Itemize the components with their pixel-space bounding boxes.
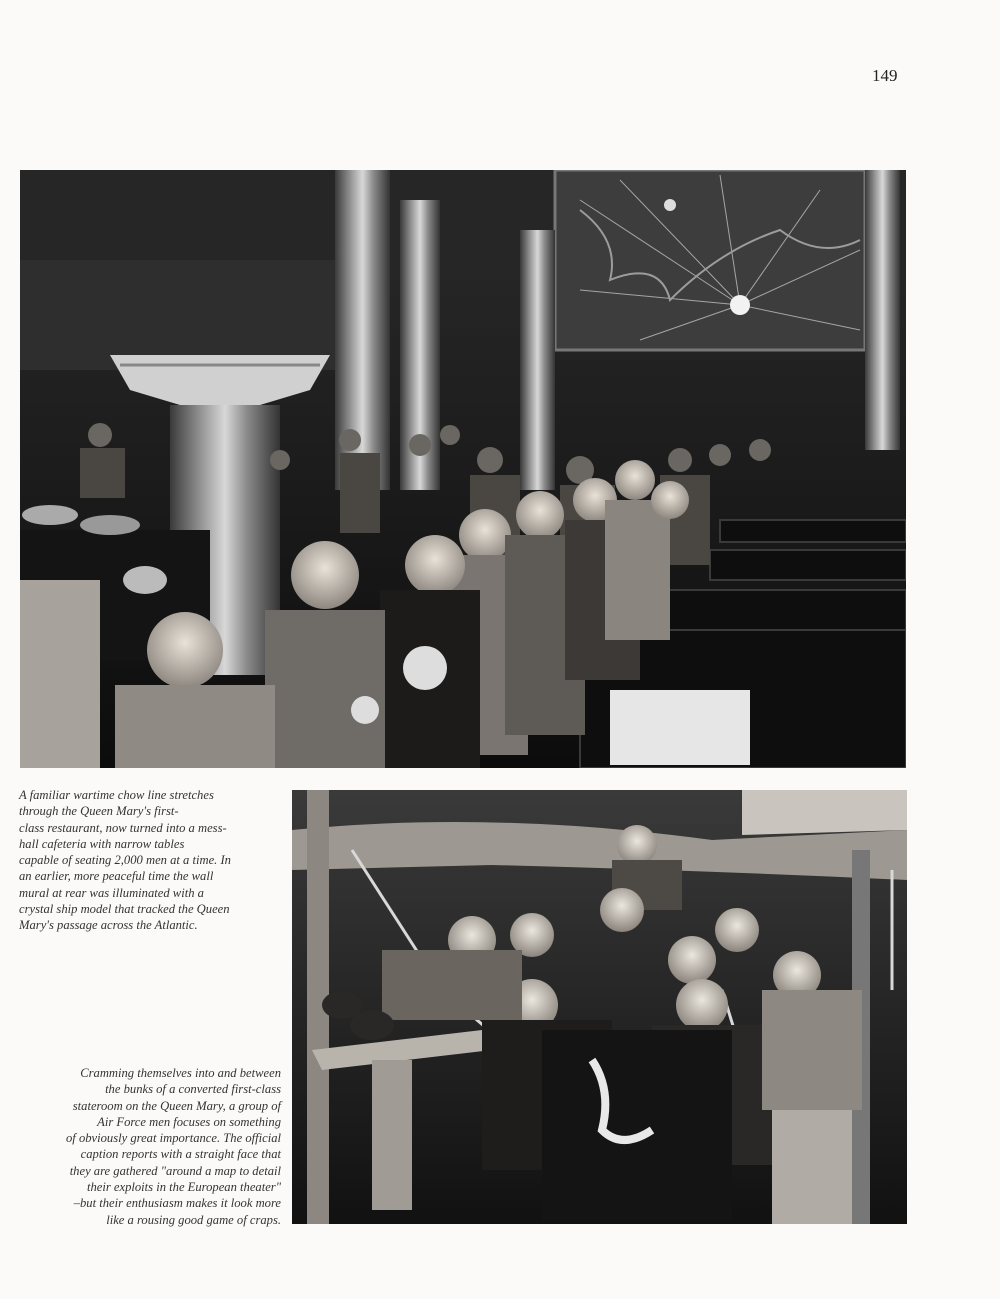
- bunk-room-caption: [8, 1065, 281, 1228]
- caption-line: like a rousing good game of craps.: [106, 1212, 281, 1227]
- chow-line-photo: [20, 170, 906, 768]
- chow-line-photo-illustration: [20, 170, 906, 768]
- page-number: 149: [872, 66, 898, 85]
- bunk-room-photo: [292, 790, 907, 1224]
- caption-line: the bunks of a converted first-class: [105, 1082, 281, 1097]
- caption-line: stateroom on the Queen Mary, a group of: [72, 1098, 281, 1113]
- caption-line: they are gathered "around a map to detail: [69, 1163, 281, 1178]
- caption-line: class restaurant, now turned into a mess-: [19, 820, 227, 835]
- caption-line: –but their enthusiasm makes it look more: [73, 1196, 281, 1211]
- caption-line: mural at rear was illuminated with a: [19, 885, 204, 900]
- caption-line: hall cafeteria with narrow tables: [19, 836, 185, 851]
- caption-line: A familiar wartime chow line stretches: [19, 788, 214, 802]
- caption-line: their exploits in the European theater": [86, 1180, 281, 1195]
- caption-line: capable of seating 2,000 men at a time. In: [19, 853, 231, 868]
- caption-line: Cramming themselves into and between: [80, 1066, 281, 1080]
- bunk-room-photo-illustration: [292, 790, 907, 1224]
- caption-line: Mary's passage across the Atlantic.: [19, 918, 198, 933]
- caption-line: caption reports with a straight face that: [80, 1147, 281, 1162]
- caption-line: Air Force men focuses on something: [97, 1114, 281, 1129]
- caption-line: an earlier, more peaceful time the wall: [19, 869, 214, 884]
- caption-line: crystal ship model that tracked the Queen: [19, 902, 230, 917]
- chow-line-caption: [19, 787, 279, 934]
- caption-line: of obviously great importance. The official: [66, 1131, 281, 1146]
- caption-line: through the Queen Mary's first-: [19, 804, 179, 819]
